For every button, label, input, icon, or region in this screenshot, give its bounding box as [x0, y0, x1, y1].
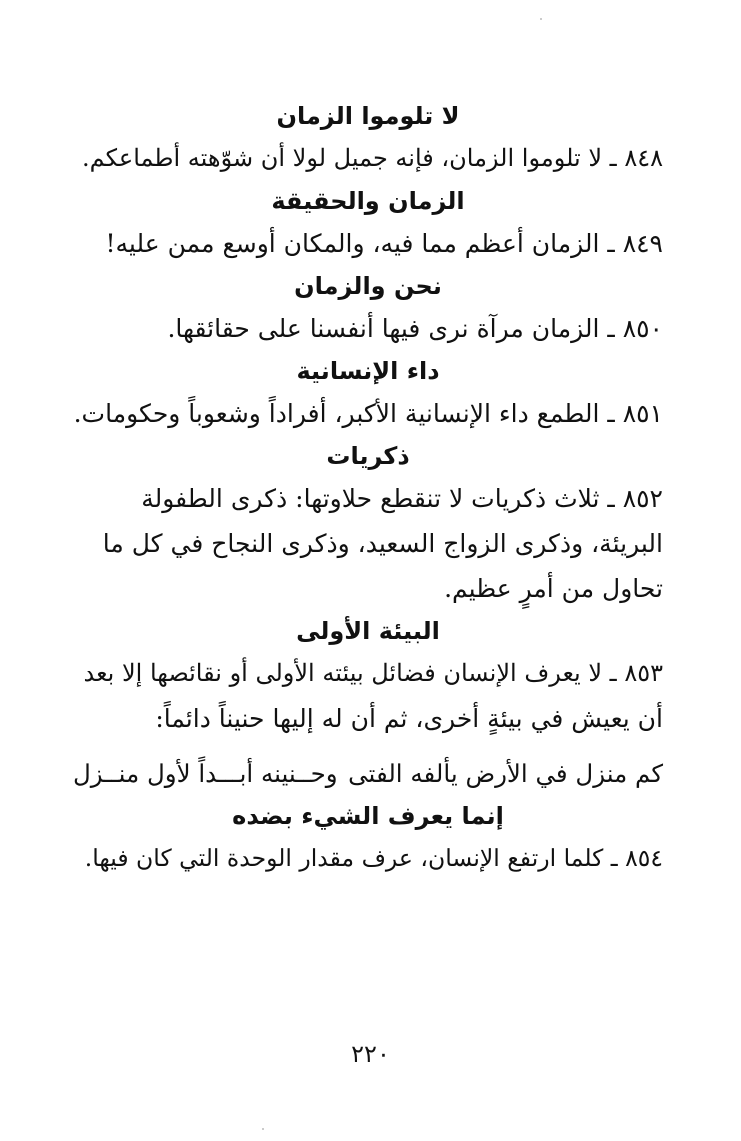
section-heading: ذكريات	[326, 442, 410, 470]
section-heading: البيئة الأولى	[296, 617, 440, 645]
entry-line: أن يعيش في بيئةٍ أخرى، ثم أن له إليها حنيناً دائماً:	[155, 704, 663, 733]
entry-850: ٨٥٠ ـ الزمان مرآة نرى فيها أنفسنا على حقائقها.	[167, 314, 663, 343]
entry-851: ٨٥١ ـ الطمع داء الإنسانية الأكبر، أفراداً وشعوباً وحكومات.	[73, 399, 663, 428]
page-number: ٢٢٠	[351, 1040, 390, 1068]
entry-line: البريئة، وذكرى الزواج السعيد، وذكرى النجاح في كل ما	[102, 529, 663, 558]
entry-852	[73, 476, 663, 611]
section-heading: لا تلوموا الزمان	[276, 102, 460, 130]
section-heading: نحن والزمان	[294, 272, 442, 300]
entry-line: ٨٥٣ ـ لا يعرف الإنسان فضائل بيئته الأولى أو نقائصها إلا بعد	[83, 659, 663, 687]
poem-verse	[73, 751, 663, 796]
entry-848: ٨٤٨ ـ لا تلوموا الزمان، فإنه جميل لولا أن شوّهته أطماعكم.	[82, 144, 663, 172]
entry-line: ٨٥٢ ـ ثلاث ذكريات لا تنقطع حلاوتها: ذكرى الطفولة	[141, 484, 663, 513]
verse-first-hemistich: كم منزل في الأرض يألفه الفتى	[348, 759, 663, 788]
entry-line: تحاول من أمرٍ عظيم.	[444, 574, 663, 603]
section-heading: الزمان والحقيقة	[271, 187, 465, 215]
entry-854: ٨٥٤ ـ كلما ارتفع الإنسان، عرف مقدار الوحدة التي كان فيها.	[84, 844, 663, 872]
verse-second-hemistich: وحــنينه أبـــداً لأول منــزل	[73, 759, 338, 788]
scan-speck	[262, 1128, 264, 1130]
entry-853	[73, 651, 663, 796]
section-heading: داء الإنسانية	[296, 357, 440, 385]
section-heading: إنما يعرف الشيء بضده	[232, 802, 504, 830]
scan-speck	[540, 18, 542, 20]
page-content	[73, 96, 663, 881]
entry-849: ٨٤٩ ـ الزمان أعظم مما فيه، والمكان أوسع ممن عليه!	[105, 229, 663, 258]
